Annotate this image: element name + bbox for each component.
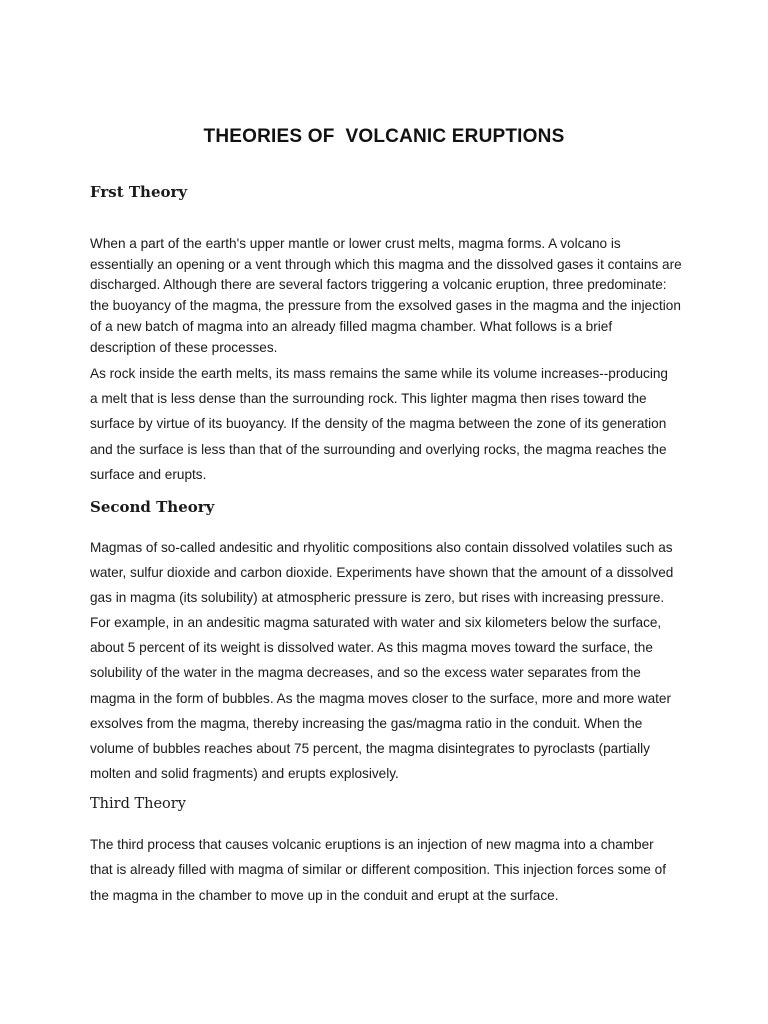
text-line: of a new batch of magma into an already filled magma chamber. What follows is a brief (90, 318, 613, 334)
text-line: magma in the form of bubbles. As the magma moves closer to the surface, more and more water (90, 690, 672, 706)
text-line: surface by virtue of its buoyancy. If the density of the magma between the zone of its generation (90, 416, 667, 432)
text-line: gas in magma (its solubility) at atmospheric pressure is zero, but rises with increasing pressure. (90, 590, 665, 606)
text-line: essentially an opening or a vent through which this magma and the dissolved gases it contains are (90, 256, 682, 272)
text-line: When a part of the earth's upper mantle or lower crust melts, magma forms. A volcano is (90, 236, 621, 251)
section-heading-first-theory: Frst Theory (90, 183, 188, 201)
paragraph-first-theory-buoyancy (90, 361, 690, 487)
text-line: As rock inside the earth melts, its mass remains the same while its volume increases--producing (90, 366, 668, 381)
text-line: surface and erupts. (90, 466, 207, 482)
text-line: Magmas of so-called andesitic and rhyolitic compositions also contain dissolved volatiles such as (90, 540, 673, 555)
text-line: molten and solid fragments) and erupts explosively. (90, 765, 399, 781)
text-line: that is already filled with magma of similar or different composition. This injection forces some of (90, 862, 666, 878)
section-heading-third-theory: Third Theory (90, 796, 186, 812)
section-heading-second-theory: Second Theory (90, 498, 215, 516)
document-title: THEORIES OF VOLCANIC ERUPTIONS (203, 126, 565, 147)
paragraph-third-theory (90, 832, 690, 908)
text-line: solubility of the water in the magma decreases, and so the excess water separates from the (90, 665, 641, 681)
paragraph-first-theory-intro (90, 234, 690, 358)
text-line: the magma in the chamber to move up in the conduit and erupt at the surface. (90, 887, 559, 903)
text-line: volume of bubbles reaches about 75 percent, the magma disintegrates to pyroclasts (partially (90, 740, 650, 756)
text-line: The third process that causes volcanic eruptions is an injection of new magma into a chamber (90, 837, 654, 852)
text-line: water, sulfur dioxide and carbon dioxide. Experiments have shown that the amount of a dissolved (90, 565, 674, 581)
text-line: about 5 percent of its weight is dissolved water. As this magma moves toward the surface, the (90, 640, 653, 656)
text-line: the buoyancy of the magma, the pressure from the exsolved gases in the magma and the injection (90, 298, 681, 314)
paragraph-second-theory (90, 535, 690, 786)
text-line: exsolves from the magma, thereby increasing the gas/magma ratio in the conduit. When the (90, 715, 643, 731)
text-line: a melt that is less dense than the surrounding rock. This lighter magma then rises toward the (90, 391, 647, 407)
text-line: description of these processes. (90, 339, 278, 355)
text-line: For example, in an andesitic magma saturated with water and six kilometers below the surface, (90, 615, 662, 631)
text-line: discharged. Although there are several factors triggering a volcanic eruption, three predominate: (90, 277, 667, 293)
text-line: and the surface is less than that of the surrounding and overlying rocks, the magma reaches the (90, 441, 667, 457)
